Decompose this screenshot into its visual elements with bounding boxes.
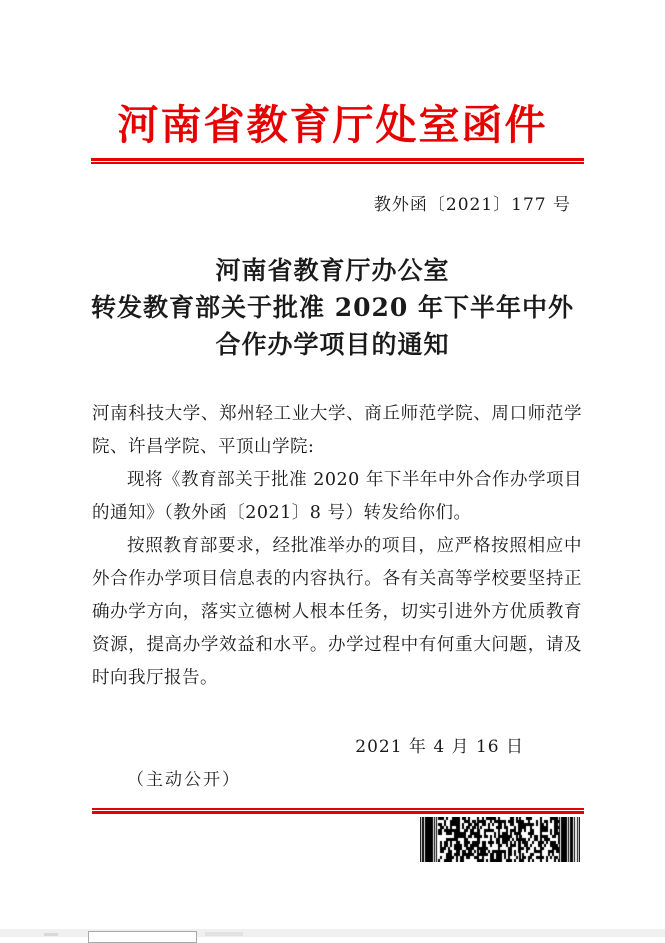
document-title-line: 河南省教育厅办公室 [215, 256, 450, 285]
document-title-line: 合作办学项目的通知 [215, 330, 450, 359]
viewer-page-number-input[interactable] [88, 931, 197, 943]
document-title [54, 252, 611, 363]
viewer-toolbar-icon[interactable] [205, 932, 243, 936]
disclosure-note: （主动公开） [127, 770, 241, 790]
document-title-line: 转发教育部关于批准 2020 年下半年中外 [91, 293, 574, 322]
document-date: 2021 年 4 月 16 日 [355, 737, 524, 757]
viewer-toolbar-icon[interactable] [44, 933, 58, 936]
document-body [92, 398, 582, 695]
body-paragraph: 现将《教育部关于批准 2020 年下半年中外合作办学项目的通知》（教外函〔2021〕8 号）转发给你们。 [92, 470, 582, 523]
letterhead-title: 河南省教育厅处室函件 [117, 101, 548, 149]
document-barcode [420, 817, 580, 862]
footer-rule [92, 808, 584, 814]
body-paragraph: 按照教育部要求，经批准举办的项目，应严格按照相应中外合作办学项目信息表的内容执行。各有关高等学校要坚持正确办学方向，落实立德树人根本任务，切实引进外方优质教育资源，提高办学效益和水平。办学过程中有何重大问题，请及时向我厅报告。 [92, 536, 582, 688]
letterhead-double-rule [91, 158, 584, 164]
salutation-line: 河南科技大学、郑州轻工业大学、商丘师范学院、周口师范学院、许昌学院、平顶山学院: [92, 404, 582, 457]
document-reference-number: 教外函〔2021〕177 号 [373, 195, 571, 215]
